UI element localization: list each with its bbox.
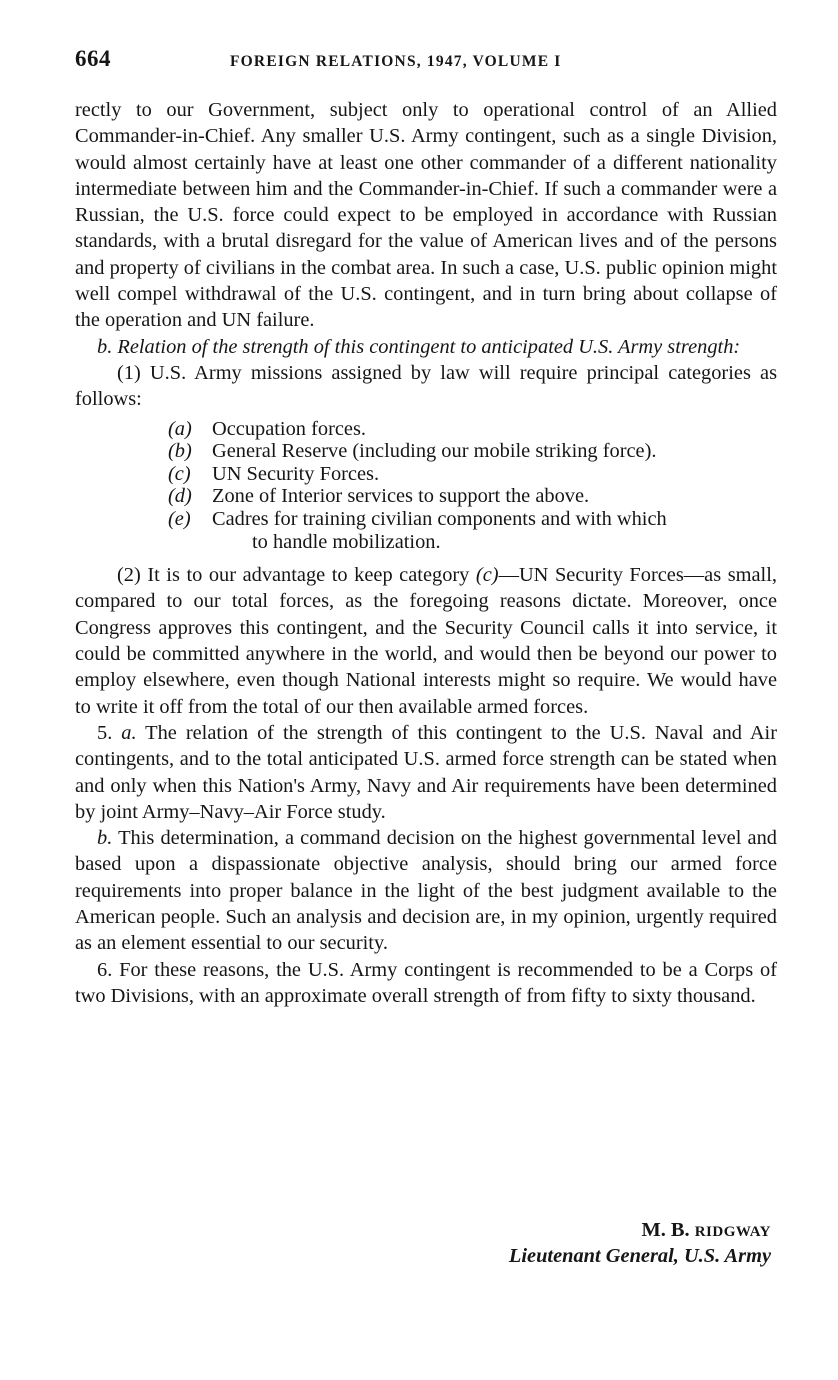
list-item [75, 508, 777, 553]
list-item-label: (a) [168, 417, 192, 440]
paragraph-6: 6. For these reasons, the U.S. Army contingent is recommended to be a Corps of two Divisions, with an approximate overall strength of from fifty to sixty thousand. [75, 958, 777, 1007]
signatory-surname: RIDGWAY [694, 1224, 771, 1240]
category-reference: (c) [475, 564, 499, 587]
list-item-text: UN Security Forces. [212, 462, 380, 485]
paragraph-5a-text: The relation of the strength of this contingent to the U.S. Naval and Air contingents, and to the total anticipated U.S. armed force strength can be stated when and only when this Nation's Army, Navy and Air requirements have been determined by joint Army–Navy–Air Force study. [75, 721, 777, 823]
paragraph-letter: b. [97, 827, 113, 850]
list-item-continuation: to handle mobilization. [252, 530, 441, 553]
list-item-label: (b) [168, 440, 192, 463]
list-item [75, 440, 777, 463]
signature-block [75, 1219, 777, 1275]
list-item-label: (e) [168, 507, 191, 530]
paragraph-b1: (1) U.S. Army missions assigned by law will require principal categories as follows: [75, 361, 777, 411]
list-item [75, 463, 777, 486]
list-item-text: Zone of Interior services to support the above. [212, 485, 590, 508]
signatory-title: Lieutenant General, U.S. Army [508, 1245, 771, 1267]
list-item [75, 418, 777, 441]
running-head: FOREIGN RELATIONS, 1947, VOLUME I [230, 53, 562, 70]
paragraph-5b [75, 825, 777, 956]
list-item-text: General Reserve (including our mobile striking force). [212, 440, 657, 463]
paragraph-b2 [75, 562, 777, 720]
page-number: 664 [75, 46, 111, 71]
list-item-label: (d) [168, 485, 192, 508]
paragraph-b2-start: (2) It is to our advantage to keep category [117, 564, 476, 587]
page-header [75, 46, 777, 76]
list-item [75, 485, 777, 508]
paragraph-5b-text: This determination, a command decision on the highest governmental level and based upon a dispassionate objective analysis, should bring our armed force requirements into proper balance in the light of the best judgment available to the American people. Such an analysis and decision are, in my opinion, urgently required as an element essential to our security. [75, 827, 777, 955]
section-b-heading: b. Relation of the strength of this contingent to anticipated U.S. Army strength: [97, 335, 741, 358]
category-list [75, 418, 777, 554]
list-item-label: (c) [168, 462, 191, 485]
list-item-text: Cadres for training civilian components and with which [212, 507, 667, 530]
paragraph-b2-rest: —UN Security Forces—as small, compared to our total forces, as the foregoing reasons dictate. Moreover, once Congress approves this contingent, and the Security Council calls it into service, it could be committed anywhere in the world, and would then be beyond our power to employ elsewhere, even though National interests might so require. We would have to write it off from the total of our then available armed forces. [75, 564, 777, 718]
signatory-name [641, 1219, 771, 1242]
paragraph-number: 5. [97, 721, 122, 744]
list-item-text: Occupation forces. [212, 417, 366, 440]
signatory-initials: M. B. [641, 1219, 695, 1241]
paragraph-5a [75, 720, 777, 825]
body-text [75, 97, 777, 1009]
paragraph-continuation: rectly to our Government, subject only to operational control of an Allied Commander-in-Chief. Any smaller U.S. Army contingent, such as a single Division, would almost certainly have at least one other commander of a different nationality intermediate between him and the Commander-in-Chief. If such a commander were a Russian, the U.S. force could expect to be employed in accordance with Russian standards, with a brutal disregard for the value of American lives and of the persons and property of civilians in the combat area. In such a case, U.S. public opinion might well compel withdrawal of the U.S. contingent, and in turn bring about collapse of the operation and UN failure. [75, 99, 777, 332]
paragraph-letter: a. [121, 721, 137, 744]
